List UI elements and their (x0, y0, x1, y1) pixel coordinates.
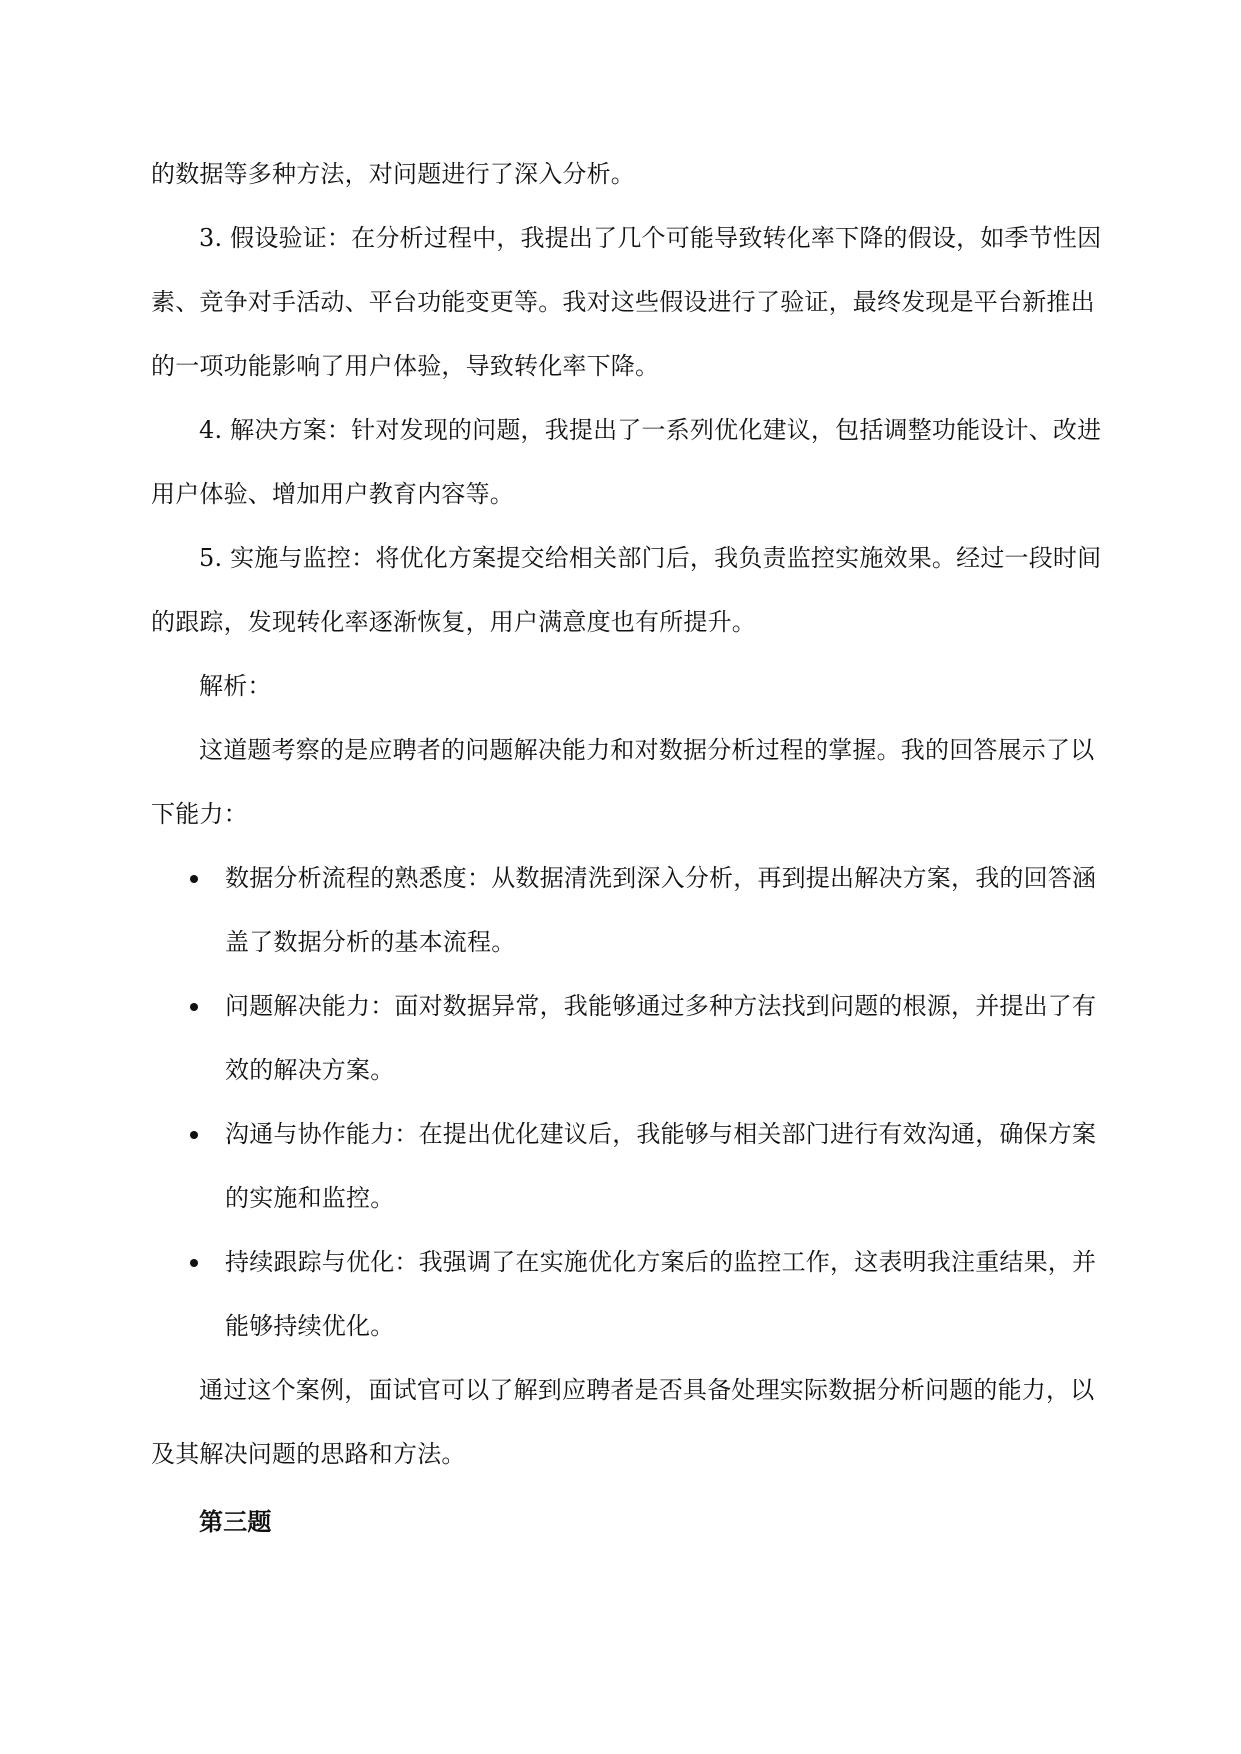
paragraph-hypothesis-validation: 3. 假设验证：在分析过程中，我提出了几个可能导致转化率下降的假设，如季节性因素、竞争对手活动、平台功能变更等。我对这些假设进行了验证，最终发现是平台新推出的一项功能影响了用户体验，导致转化率下降。 (151, 224, 1102, 380)
paragraph-conclusion: 通过这个案例，面试官可以了解到应聘者是否具备处理实际数据分析问题的能力，以及其解决问题的思路和方法。 (151, 1376, 1095, 1468)
list-item (151, 974, 1111, 1102)
list-item-text: 沟通与协作能力：在提出优化建议后，我能够与相关部门进行有效沟通，确保方案的实施和监控。 (225, 1120, 1097, 1212)
document-body (151, 142, 1111, 1554)
section-heading: 第三题 (199, 1508, 272, 1536)
list-item (151, 1230, 1111, 1358)
list-item-text: 数据分析流程的熟悉度：从数据清洗到深入分析，再到提出解决方案，我的回答涵盖了数据分析的基本流程。 (225, 864, 1097, 956)
list-item (151, 846, 1111, 974)
analysis-intro: 这道题考察的是应聘者的问题解决能力和对数据分析过程的掌握。我的回答展示了以下能力： (151, 736, 1095, 828)
paragraph-solution: 4. 解决方案：针对发现的问题，我提出了一系列优化建议，包括调整功能设计、改进用户体验、增加用户教育内容等。 (151, 416, 1102, 508)
list-item (151, 1102, 1111, 1230)
paragraph-implementation-monitoring: 5. 实施与监控：将优化方案提交给相关部门后，我负责监控实施效果。经过一段时间的跟踪，发现转化率逐渐恢复，用户满意度也有所提升。 (151, 544, 1102, 636)
ability-list (151, 846, 1111, 1358)
bullet-icon (190, 1259, 198, 1267)
list-item-text: 持续跟踪与优化：我强调了在实施优化方案后的监控工作，这表明我注重结果，并能够持续优化。 (225, 1248, 1097, 1340)
analysis-label: 解析： (199, 672, 272, 700)
list-item-text: 问题解决能力：面对数据异常，我能够通过多种方法找到问题的根源，并提出了有效的解决方案。 (225, 992, 1097, 1084)
bullet-icon (190, 875, 198, 883)
paragraph-continuation: 的数据等多种方法，对问题进行了深入分析。 (151, 160, 635, 188)
bullet-icon (190, 1131, 198, 1139)
bullet-icon (190, 1003, 198, 1011)
